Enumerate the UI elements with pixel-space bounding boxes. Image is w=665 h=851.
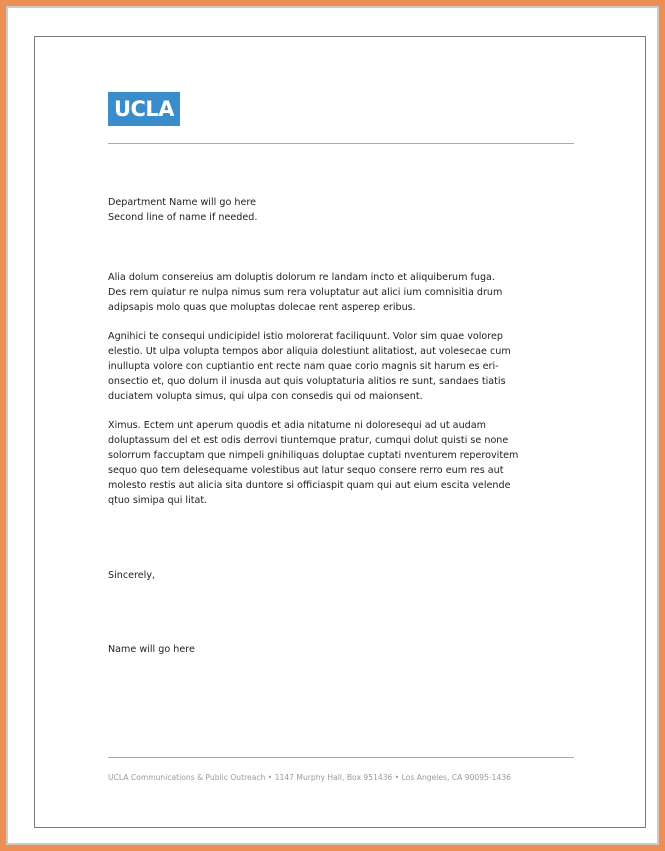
paragraph-line: elestio. Ut ulpa volupta tempos abor aliquia dolestiunt alitatiost, aut volesecae cum — [108, 346, 511, 357]
paragraph-line: sequo quo tem delesequame volestibus aut latur sequo consere rerro eum res aut — [108, 465, 504, 476]
footer-divider — [108, 757, 574, 758]
paragraph-line: doluptassum del et est odis derrovi tiuntemque pratur, cumqui dolut quisti se none — [108, 435, 509, 446]
paragraph-line: duciatem volupta simus, qui ulpa con consedis qui od maionsent. — [108, 391, 423, 402]
paragraph-line: Ximus. Ectem unt aperum quodis et adia nitatume ni doloresequi ad ut audam — [108, 420, 486, 431]
paragraph-line: onsectio et, quo dolum il inusda aut quis voluptaturia alitios re sunt, sandaes tiatis — [108, 376, 506, 387]
department-name — [108, 195, 578, 225]
body-paragraph-3 — [108, 418, 578, 508]
paragraph-line: Alia dolum consereius am doluptis dolorum re landam incto et aliquiberum fuga. — [108, 272, 495, 283]
document-frame — [6, 6, 659, 845]
letterhead-page — [34, 36, 646, 828]
paragraph-line: Des rem quiatur re nulpa nimus sum rera voluptatur aut alici ium comnisitia drum — [108, 287, 503, 298]
signature-name: Name will go here — [108, 644, 195, 655]
paragraph-line: adipsapis molo quas que moluptas dolecae rent asperep eribus. — [108, 302, 416, 313]
closing-salutation: Sincerely, — [108, 570, 156, 581]
department-line-1: Department Name will go here — [108, 197, 256, 208]
ucla-logo: UCLA — [108, 92, 180, 126]
paragraph-line: molesto restis aut alicia sita duntore si officiaspit quam qui aut eium escita velende — [108, 480, 511, 491]
paragraph-line: qtuo simipa qui litat. — [108, 495, 208, 506]
paragraph-line: Agnihici te consequi undicipidel istio molorerat faciliquunt. Volor sim quae volorep — [108, 331, 504, 342]
body-paragraph-1 — [108, 270, 578, 315]
paragraph-line: inullupta volore con cuptiantio ent recte nam quae corio magnis sit harum es eri- — [108, 361, 499, 372]
header-divider — [108, 143, 574, 144]
footer-address: UCLA Communications & Public Outreach • 1147 Murphy Hall, Box 951436 • Los Angeles, CA 90095-1436 — [108, 773, 511, 782]
body-paragraph-2 — [108, 329, 578, 404]
department-line-2: Second line of name if needed. — [108, 212, 258, 223]
paragraph-line: solorrum faccuptam que nimpeli gnihiliquas doluptae cuptati nventurem reperovitem — [108, 450, 519, 461]
